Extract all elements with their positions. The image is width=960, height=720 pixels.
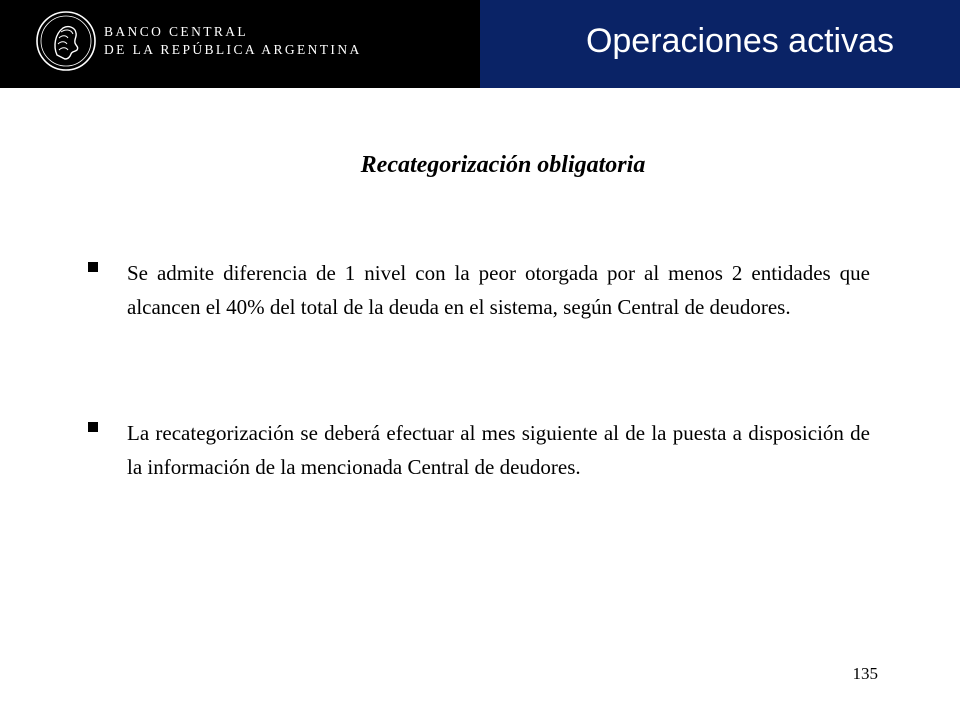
slide-title: Recategorización obligatoria [360,152,646,178]
bank-name-line1: BANCO CENTRAL [104,24,249,39]
bullet-square-icon [88,262,98,272]
seal-icon [35,10,97,72]
section-title: Operaciones activas [585,22,894,60]
bullet-item [88,256,870,324]
bullet-square-icon [88,422,98,432]
bullet-text: La recategorización se deberá efectuar al mes siguiente al de la puesta a disposición de la información de la mencionada Central de deudores. [127,421,870,479]
header-logo-panel [0,0,480,88]
page-number: 135 [852,664,878,683]
bullet-item [88,416,870,484]
header-title-panel [480,0,960,88]
header-bar [0,0,960,88]
bank-name-line2: DE LA REPÚBLICA ARGENTINA [104,42,362,57]
bullet-text: Se admite diferencia de 1 nivel con la peor otorgada por al menos 2 entidades que alcancen el 40% del total de la deuda en el sistema, según Central de deudores. [127,261,870,319]
